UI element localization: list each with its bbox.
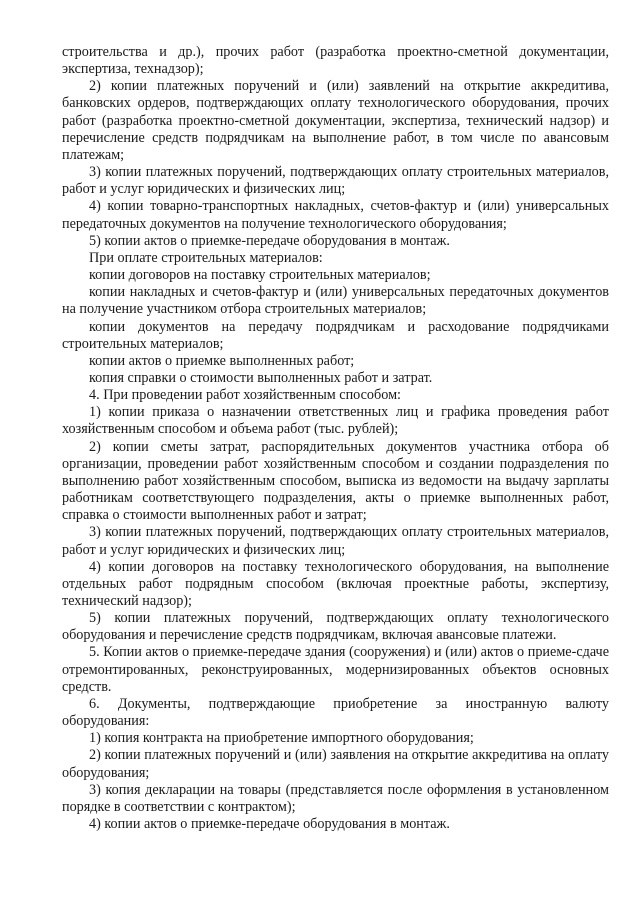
paragraph-materials-transfer: копии документов на передачу подрядчикам и расходование подрядчиками строительных материалов; xyxy=(62,318,609,352)
paragraph-materials-heading: При оплате строительных материалов: xyxy=(89,249,323,266)
paragraph-section-4-item-4: 4) копии договоров на поставку технологического оборудования, на выполнение отдельных работ подрядным способом (включая проектные работы, экспертизу, технический надзор); xyxy=(62,558,609,609)
paragraph-section-6-heading: 6. Документы, подтверждающие приобретение за иностранную валюту оборудования: xyxy=(62,695,609,730)
document-page xyxy=(62,44,609,833)
paragraph-section-4-item-3: 3) копии платежных поручений, подтверждающих оплату строительных материалов, работ и услуг юридических и физических лиц; xyxy=(62,524,609,558)
paragraph-materials-contracts: копии договоров на поставку строительных материалов; xyxy=(89,267,431,284)
paragraph-section-4-item-2: 2) копии сметы затрат, распорядительных документов участника отбора об организации, проведении работ хозяйственным способом и создании подразделения по выполнению работ хозяйственным способом, выписка из ведомости на выдачу зарплаты работникам соответствующего подразделения, акты о приемке выполненных работ, справка о стоимости выполненных работ и затрат; xyxy=(62,438,609,524)
paragraph-item-4-waybills: 4) копии товарно-транспортных накладных, счетов-фактур и (или) универсальных передаточных документов на получение технологического оборудования; xyxy=(62,198,609,232)
paragraph-item-2-payment-orders: 2) копии платежных поручений и (или) заявлений на открытие аккредитива, банковских ордеров, подтверждающих оплату технологического оборудования, прочих работ (разработка проектно-сметной документации, экспертиза, технический надзор) и перечисление средств подрядчикам на выполнение работ, в том числе по авансовым платежам; xyxy=(62,78,609,163)
paragraph-item-5-acts: 5) копии актов о приемке-передаче оборудования в монтаж. xyxy=(89,232,450,249)
paragraph-materials-invoices: копии накладных и счетов-фактур и (или) универсальных передаточных документов на получение участником отбора строительных материалов; xyxy=(62,284,609,318)
paragraph-item-3-payment-orders: 3) копии платежных поручений, подтверждающих оплату строительных материалов, работ и услуг юридических и физических лиц; xyxy=(62,164,609,198)
paragraph-section-5: 5. Копии актов о приемке-передаче здания (сооружения) и (или) актов о приеме-сдаче отремонтированных, реконструированных, модернизированных объектов основных средств. xyxy=(62,644,609,695)
paragraph-materials-certificate: копия справки о стоимости выполненных работ и затрат. xyxy=(89,369,433,386)
paragraph-section-6-item-4: 4) копии актов о приемке-передаче оборудования в монтаж. xyxy=(89,816,450,833)
paragraph-materials-acts: копии актов о приемке выполненных работ; xyxy=(89,352,355,369)
paragraph-section-6-item-2: 2) копии платежных поручений и (или) заявления на открытие аккредитива на оплату оборудования; xyxy=(62,747,609,781)
paragraph-section-6-item-1: 1) копия контракта на приобретение импортного оборудования; xyxy=(89,730,474,747)
paragraph-section-6-item-3: 3) копия декларации на товары (представляется после оформления в установленном порядке в соответствии с контрактом); xyxy=(62,781,609,815)
paragraph-section-4-item-1: 1) копии приказа о назначении ответственных лиц и графика проведения работ хозяйственным способом и объема работ (тыс. рублей); xyxy=(62,404,609,438)
paragraph-continuation: строительства и др.), прочих работ (разработка проектно-сметной документации, экспертиза, технадзор); xyxy=(62,44,609,78)
paragraph-section-4-item-5: 5) копии платежных поручений, подтверждающих оплату технологического оборудования и перечисление средств подрядчикам, включая авансовые платежи. xyxy=(62,610,609,644)
paragraph-section-4-heading: 4. При проведении работ хозяйственным способом: xyxy=(89,387,401,404)
